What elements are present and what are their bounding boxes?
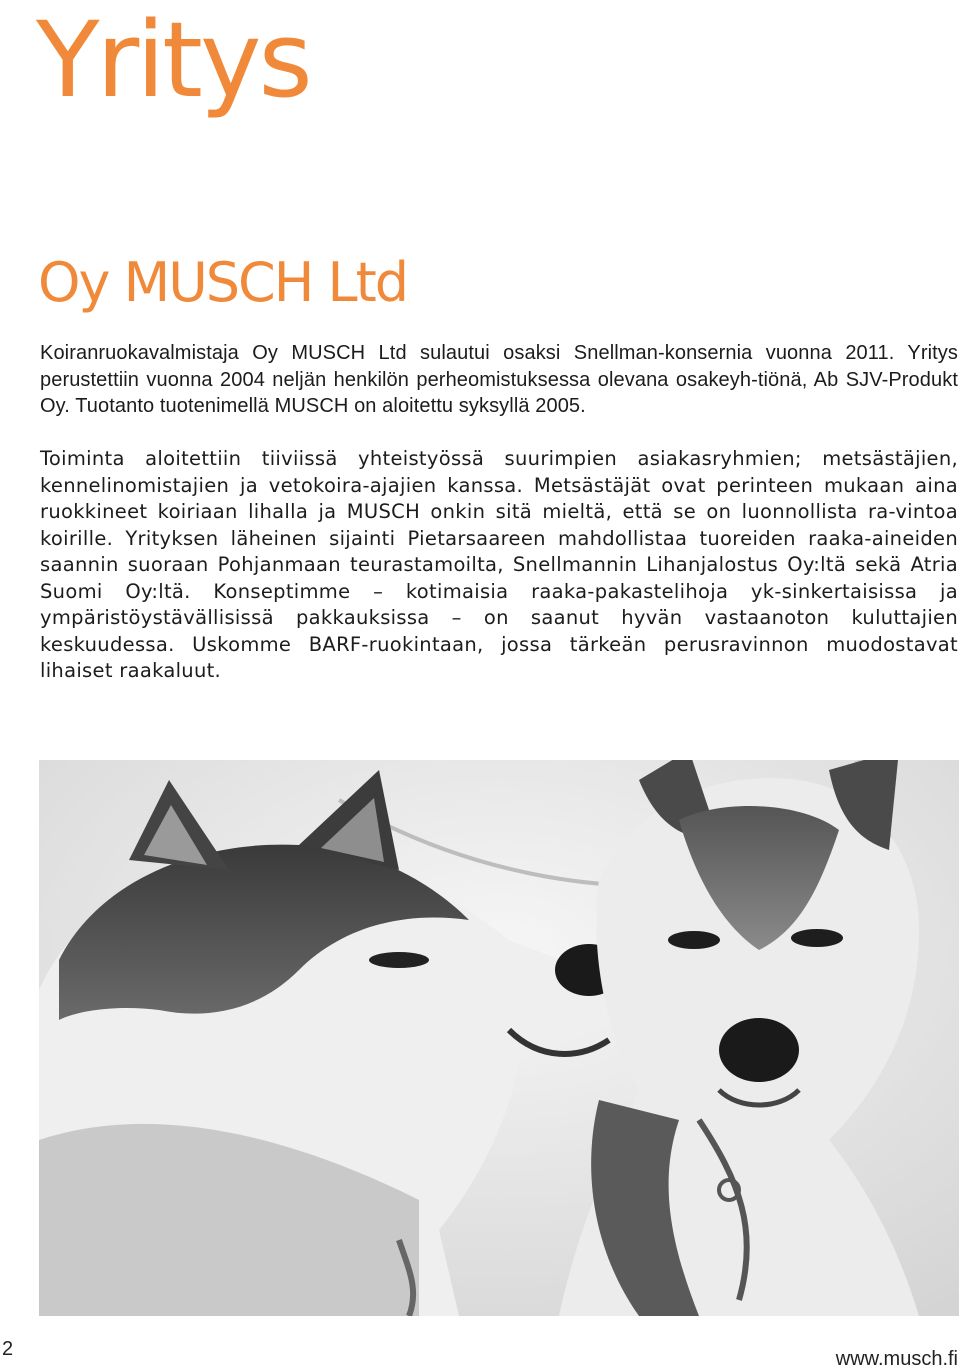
company-name-heading: Oy MUSCH Ltd — [38, 251, 408, 314]
husky-dogs-photo — [39, 760, 959, 1316]
intro-paragraph: Koiranruokavalmistaja Oy MUSCH Ltd sulautui osaksi Snellman-konsernia vuonna 2011. Yritys perustettiin vuonna 2004 neljän henkilön perheomistuksessa olevana osakeyh-tiönä, Ab SJV-Produkt Oy. Tuotanto tuotenimellä MUSCH on aloitettu syksyllä 2005. — [40, 342, 958, 417]
page-title: Yritys — [36, 0, 310, 121]
website-link[interactable]: www.musch.fi — [835, 1348, 958, 1370]
history-paragraph: Toiminta aloitettiin tiiviissä yhteistyössä suurimpien asiakasryhmien; metsästäjien, kennelinomistajien ja vetokoira-ajajien kanssa. Metsästäjät ovat perinteen mukaan aina ruokkineet koiriaan lihalla ja MUSCH onkin sitä mieltä, että se on luonnollista ra-vintoa koirille. Yrityksen läheinen sijainti Pietarsaareen mahdollistaa tuoreiden raaka-aineiden saannin suoraan Pohjanmaan teurastamoilta, Snellmannin Lihanjalostus Oy:ltä sekä Atria Suomi Oy:ltä. Konseptimme – kotimaisia raaka-pakastelihoja yk-sinkertaisissa ja ympäristöystävällisissä pakkauksissa – on saanut hyvän vastaanoton kuluttajien keskuudessa. Uskomme BARF-ruokintaan, jossa tärkeän perusravinnon muodostavat lihaiset raakaluut. — [40, 447, 958, 682]
page-number: 2 — [2, 1338, 14, 1360]
